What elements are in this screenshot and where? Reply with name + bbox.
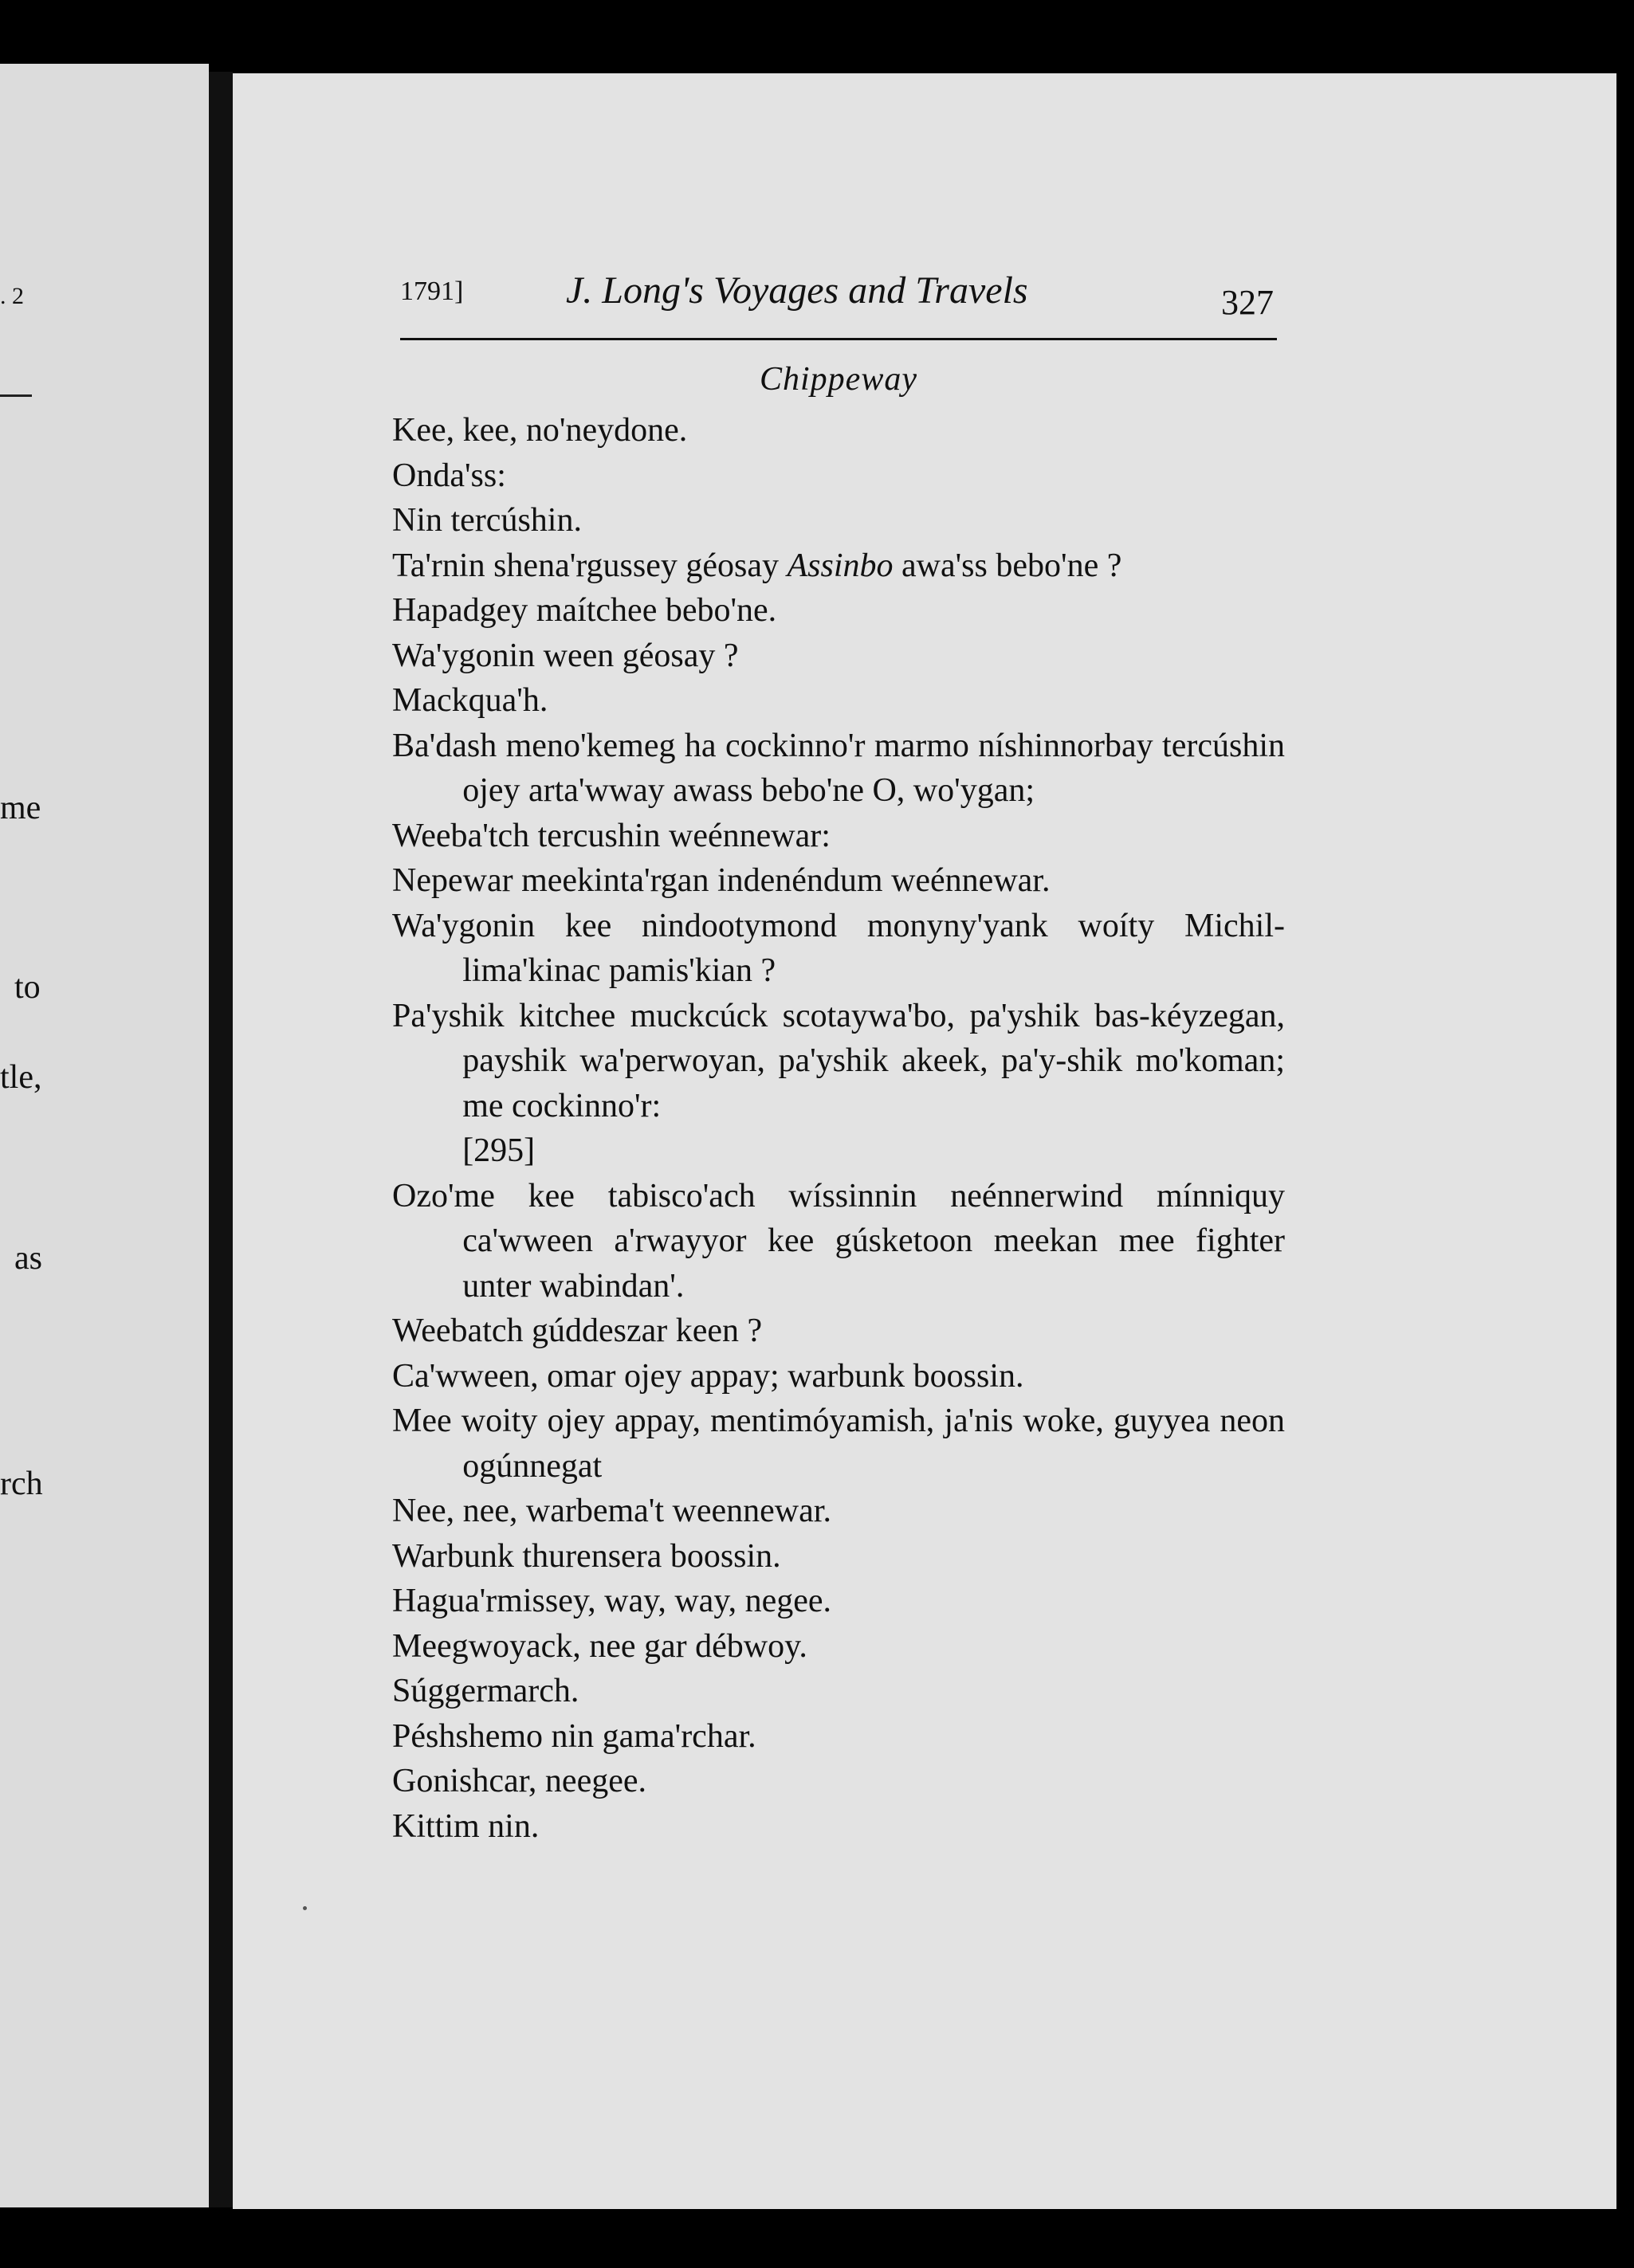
right-page xyxy=(233,73,1616,2209)
left-page-fragment: as xyxy=(14,1240,42,1277)
text-line: Meegwoyack, nee gar débwoy. xyxy=(392,1627,807,1665)
text-line: Ca'wween, omar ojey appay; warbunk boossin. xyxy=(392,1357,1024,1395)
header-year: 1791] xyxy=(400,277,464,306)
text-line: Péshshemo nin gama'rchar. xyxy=(392,1717,756,1755)
text-line: Wa'ygonin kee nindootymond monyny'yank woíty Michil-lima'kinac pamis'kian ? xyxy=(392,907,1285,989)
text-line: Kee, kee, no'neydone. xyxy=(392,412,688,449)
text-line: Nee, nee, warbema't weennewar. xyxy=(392,1493,831,1529)
text-line: Nin tercúshin. xyxy=(392,502,582,539)
text-body xyxy=(392,408,1285,1849)
left-page xyxy=(0,64,209,2207)
page-speck xyxy=(303,1906,307,1910)
header-rule xyxy=(400,338,1277,340)
text-line xyxy=(392,543,1285,589)
text-line: Ozo'me kee tabisco'ach wíssinnin neénnerwind mínniquy ca'wween a'rwayyor kee gúsketoon meekan mee fighter unter wabindan'. xyxy=(392,1177,1285,1305)
italic-word: Assinbo xyxy=(787,547,894,584)
text-line: Weebatch gúddeszar keen ? xyxy=(392,1313,763,1349)
text-line: Mackqua'h. xyxy=(392,682,548,719)
text-line: Nepewar meekinta'rgan indenéndum weénnewar. xyxy=(392,862,1051,899)
book-spine xyxy=(209,72,233,2207)
text-line: Súggermarch. xyxy=(392,1673,579,1709)
left-page-rule xyxy=(0,394,32,397)
text-line: Ba'dash meno'kemeg ha cockinno'r marmo níshinnorbay tercúshin ojey arta'wway awass bebo'ne O, wo'ygan; xyxy=(392,727,1285,809)
text-line: Kittim nin. xyxy=(392,1807,540,1845)
page-number: 327 xyxy=(1221,283,1274,322)
text-line: Hapadgey maítchee bebo'ne. xyxy=(392,592,777,629)
text-line: Pa'yshik kitchee muckcúck scotaywa'bo, pa'yshik bas-kéyzegan, payshik wa'perwoyan, pa'yshik akeek, pa'y-shik mo'koman; me cockinno'r: xyxy=(392,997,1285,1124)
text-line: Wa'ygonin ween géosay ? xyxy=(392,637,739,674)
text-span: awa'ss bebo'ne ? xyxy=(893,547,1122,584)
text-span: Ta'rnin shena'rgussey géosay xyxy=(392,547,788,584)
left-page-fragment: tle, xyxy=(0,1059,42,1096)
text-line: Onda'ss: xyxy=(392,457,506,494)
text-line: Hagua'rmissey, way, way, negee. xyxy=(392,1583,832,1619)
text-line: Warbunk thurensera boossin. xyxy=(392,1537,781,1575)
left-page-fragment: me xyxy=(0,790,41,826)
page-reference: [295] xyxy=(462,1132,536,1169)
text-line: Mee woity ojey appay, mentimóyamish, ja'nis woke, guyyea neon ogúnnegat xyxy=(392,1403,1285,1485)
section-title: Chippeway xyxy=(760,361,917,398)
header-title: J. Long's Voyages and Travels xyxy=(566,269,1028,312)
left-page-fragment: to xyxy=(14,969,41,1006)
left-page-fragment: rch xyxy=(0,1466,43,1502)
text-line: Gonishcar, neegee. xyxy=(392,1763,646,1799)
text-line: Weeba'tch tercushin weénnewar: xyxy=(392,817,831,854)
left-page-fragment: . 2 xyxy=(0,283,24,309)
